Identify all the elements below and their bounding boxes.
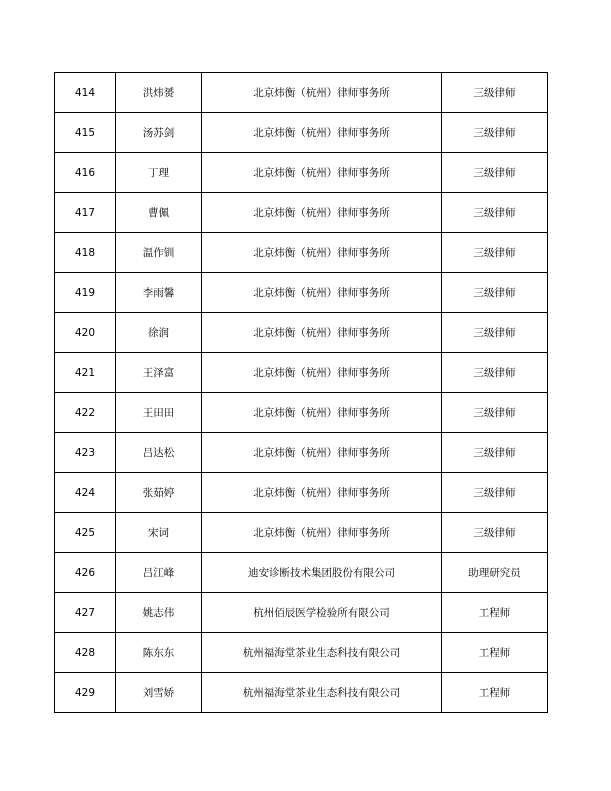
professional-title: 三级律师 xyxy=(442,193,548,233)
table-row xyxy=(55,233,548,273)
person-name: 丁理 xyxy=(116,153,202,193)
table-row xyxy=(55,113,548,153)
row-number: 415 xyxy=(55,113,116,153)
person-name: 宋词 xyxy=(116,513,202,553)
table-row xyxy=(55,273,548,313)
professional-title: 三级律师 xyxy=(442,393,548,433)
person-name: 姚志伟 xyxy=(116,593,202,633)
person-name: 吕江峰 xyxy=(116,553,202,593)
table-row xyxy=(55,393,548,433)
person-name: 温作钏 xyxy=(116,233,202,273)
organization: 北京炜衡（杭州）律师事务所 xyxy=(202,193,442,233)
row-number: 421 xyxy=(55,353,116,393)
table-row xyxy=(55,353,548,393)
row-number: 423 xyxy=(55,433,116,473)
row-number: 424 xyxy=(55,473,116,513)
table-row xyxy=(55,633,548,673)
professional-title: 三级律师 xyxy=(442,473,548,513)
person-name: 吕达松 xyxy=(116,433,202,473)
organization: 杭州佰辰医学检验所有限公司 xyxy=(202,593,442,633)
roster-table xyxy=(54,72,548,713)
table-row xyxy=(55,593,548,633)
organization: 北京炜衡（杭州）律师事务所 xyxy=(202,313,442,353)
professional-title: 助理研究员 xyxy=(442,553,548,593)
person-name: 汤苏剑 xyxy=(116,113,202,153)
roster-table-body xyxy=(55,73,548,713)
organization: 北京炜衡（杭州）律师事务所 xyxy=(202,353,442,393)
row-number: 429 xyxy=(55,673,116,713)
organization: 北京炜衡（杭州）律师事务所 xyxy=(202,153,442,193)
professional-title: 三级律师 xyxy=(442,353,548,393)
professional-title: 工程师 xyxy=(442,633,548,673)
person-name: 陈东东 xyxy=(116,633,202,673)
person-name: 刘雪娇 xyxy=(116,673,202,713)
professional-title: 三级律师 xyxy=(442,433,548,473)
person-name: 王泽富 xyxy=(116,353,202,393)
organization: 北京炜衡（杭州）律师事务所 xyxy=(202,233,442,273)
table-row xyxy=(55,473,548,513)
professional-title: 三级律师 xyxy=(442,513,548,553)
professional-title: 三级律师 xyxy=(442,313,548,353)
table-row xyxy=(55,513,548,553)
row-number: 425 xyxy=(55,513,116,553)
organization: 北京炜衡（杭州）律师事务所 xyxy=(202,433,442,473)
professional-title: 三级律师 xyxy=(442,73,548,113)
table-row xyxy=(55,153,548,193)
person-name: 李雨馨 xyxy=(116,273,202,313)
person-name: 王田田 xyxy=(116,393,202,433)
table-row xyxy=(55,73,548,113)
professional-title: 工程师 xyxy=(442,673,548,713)
table-row xyxy=(55,193,548,233)
professional-title: 三级律师 xyxy=(442,153,548,193)
professional-title: 三级律师 xyxy=(442,273,548,313)
person-name: 洪炜赟 xyxy=(116,73,202,113)
organization: 杭州福海堂茶业生态科技有限公司 xyxy=(202,673,442,713)
row-number: 427 xyxy=(55,593,116,633)
person-name: 曹佩 xyxy=(116,193,202,233)
organization: 北京炜衡（杭州）律师事务所 xyxy=(202,113,442,153)
row-number: 416 xyxy=(55,153,116,193)
table-row xyxy=(55,553,548,593)
professional-title: 三级律师 xyxy=(442,113,548,153)
organization: 北京炜衡（杭州）律师事务所 xyxy=(202,513,442,553)
person-name: 张茹婷 xyxy=(116,473,202,513)
organization: 杭州福海堂茶业生态科技有限公司 xyxy=(202,633,442,673)
organization: 迪安诊断技术集团股份有限公司 xyxy=(202,553,442,593)
row-number: 417 xyxy=(55,193,116,233)
row-number: 418 xyxy=(55,233,116,273)
organization: 北京炜衡（杭州）律师事务所 xyxy=(202,473,442,513)
table-row xyxy=(55,433,548,473)
row-number: 419 xyxy=(55,273,116,313)
row-number: 422 xyxy=(55,393,116,433)
row-number: 414 xyxy=(55,73,116,113)
row-number: 426 xyxy=(55,553,116,593)
organization: 北京炜衡（杭州）律师事务所 xyxy=(202,393,442,433)
professional-title: 工程师 xyxy=(442,593,548,633)
table-row xyxy=(55,673,548,713)
organization: 北京炜衡（杭州）律师事务所 xyxy=(202,73,442,113)
row-number: 420 xyxy=(55,313,116,353)
person-name: 徐润 xyxy=(116,313,202,353)
row-number: 428 xyxy=(55,633,116,673)
table-row xyxy=(55,313,548,353)
professional-title: 三级律师 xyxy=(442,233,548,273)
organization: 北京炜衡（杭州）律师事务所 xyxy=(202,273,442,313)
